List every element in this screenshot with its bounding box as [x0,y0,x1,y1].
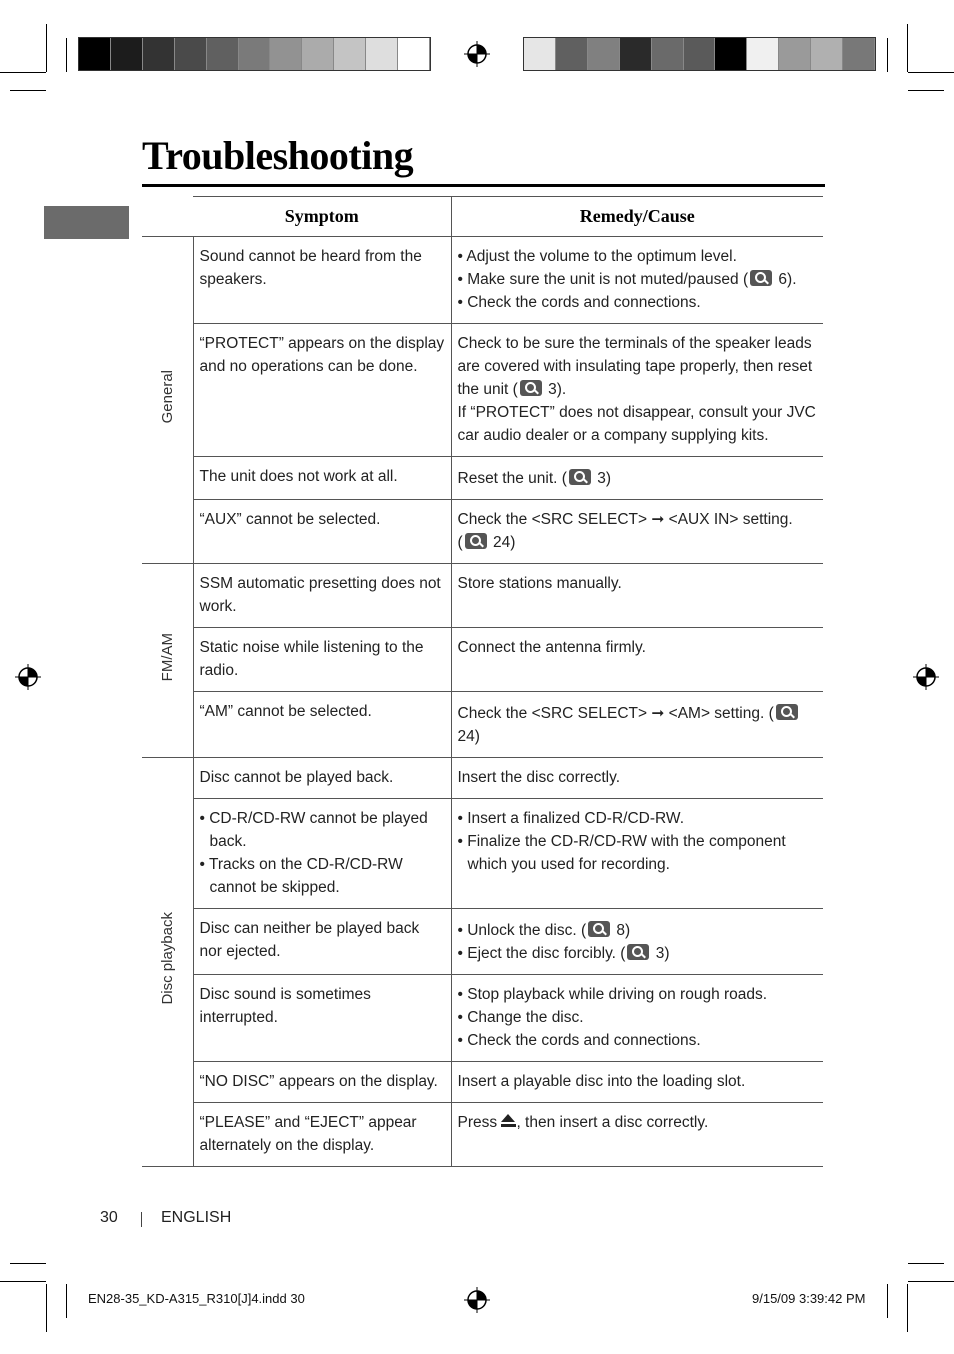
crop-mark [0,1281,46,1282]
color-swatch [779,38,811,70]
registration-mark-icon [464,41,490,67]
section-tab [44,206,129,239]
color-swatch [843,38,875,70]
crop-mark [0,72,46,73]
remedy-cell [451,237,823,324]
symptom-cell: SSM automatic presetting does not work. [193,564,451,628]
header-spacer [142,197,193,237]
table-row [142,628,823,692]
registration-mark-icon [15,664,41,690]
symptom-cell: “AUX” cannot be selected. [193,500,451,564]
page-reference-icon [569,469,591,485]
remedy-text: ( 24) [457,534,516,551]
color-swatch [588,38,620,70]
list-item: • Insert a finalized CD-R/CD-RW. [457,810,684,827]
list-item: • CD-R/CD-RW cannot be played back. [199,810,428,850]
header-remedy: Remedy/Cause [451,197,823,237]
color-swatch [398,38,430,70]
table-row [142,1062,823,1103]
color-swatch [556,38,588,70]
symptom-cell: “PLEASE” and “EJECT” appear alternately on the display. [193,1103,451,1167]
remedy-cell: Press , then insert a disc correctly. [451,1103,823,1167]
table-row [142,324,823,457]
crop-mark [887,38,888,72]
symptom-cell: Disc cannot be played back. [193,758,451,799]
color-swatch [524,38,556,70]
color-swatch [143,38,175,70]
crop-mark [10,1263,46,1264]
crop-mark [46,24,47,72]
crop-mark [66,38,67,72]
color-swatch [684,38,716,70]
remedy-cell [451,799,823,909]
symptom-cell [193,799,451,909]
troubleshooting-table [142,196,823,1167]
symptom-cell: The unit does not work at all. [193,457,451,500]
page-reference-icon [750,270,772,286]
list-item: • Change the disc. [457,1009,584,1026]
color-swatch [239,38,271,70]
table-row [142,1103,823,1167]
symptom-cell: Disc sound is sometimes interrupted. [193,975,451,1062]
list-item: • Finalize the CD-R/CD-RW with the component which you used for recording. [457,833,786,873]
table-row [142,237,823,324]
eject-icon [501,1114,516,1128]
list-item: • Check the cords and connections. [457,1032,701,1049]
crop-mark [907,24,908,72]
remedy-text: If “PROTECT” does not disappear, consult your JVC car audio dealer or a company supplying kits. [457,404,816,444]
remedy-cell: Connect the antenna firmly. [451,628,823,692]
list-item: • Eject the disc forcibly. ( 3) [457,945,670,962]
color-swatch [747,38,779,70]
page-reference-icon [776,704,798,720]
crop-mark [66,1284,67,1318]
header-symptom: Symptom [193,197,451,237]
remedy-cell [451,975,823,1062]
table-row [142,909,823,975]
list-item: • Make sure the unit is not muted/paused ( 6). [457,271,797,288]
color-swatch [302,38,334,70]
color-swatch [111,38,143,70]
registration-mark-icon [913,664,939,690]
crop-mark [908,1281,954,1282]
page-reference-icon [627,944,649,960]
table-row [142,500,823,564]
remedy-cell [451,500,823,564]
crop-mark [907,1284,908,1332]
page-reference-icon [588,921,610,937]
crop-mark [887,1284,888,1318]
remedy-cell [451,909,823,975]
remedy-cell [451,324,823,457]
page-reference-icon [465,533,487,549]
list-item: • Tracks on the CD-R/CD-RW cannot be skipped. [199,856,403,896]
symptom-cell: “NO DISC” appears on the display. [193,1062,451,1103]
footer-divider [141,1212,142,1227]
list-item: • Check the cords and connections. [457,294,701,311]
color-swatch [334,38,366,70]
color-swatch [620,38,652,70]
list-item: • Unlock the disc. ( 8) [457,922,631,939]
symptom-cell: Static noise while listening to the radio. [193,628,451,692]
color-swatch [715,38,747,70]
color-swatch [652,38,684,70]
crop-mark [908,72,954,73]
crop-mark [908,90,944,91]
remedy-cell: Insert the disc correctly. [451,758,823,799]
arrow-right-icon [651,705,664,722]
color-swatch [366,38,398,70]
language-label: ENGLISH [161,1209,232,1226]
page-title: Troubleshooting [142,133,414,178]
remedy-cell: Insert a playable disc into the loading slot. [451,1062,823,1103]
crop-mark [46,1284,47,1332]
category-general: General [142,237,193,564]
slug-filename: EN28-35_KD-A315_R310[J]4.indd 30 [88,1291,305,1306]
remedy-cell: Reset the unit. ( 3) [451,457,823,500]
symptom-cell: Sound cannot be heard from the speakers. [193,237,451,324]
table-row [142,457,823,500]
color-bar-left [78,37,431,71]
slug-datetime: 9/15/09 3:39:42 PM [752,1291,866,1306]
color-swatch [207,38,239,70]
remedy-text: Check to be sure the terminals of the speaker leads are covered with insulating tape properly, then reset the unit ( 3). [457,335,813,398]
title-rule [142,184,825,187]
table-row [142,692,823,758]
page-reference-icon [520,380,542,396]
list-item: • Adjust the volume to the optimum level. [457,248,737,265]
color-swatch [175,38,207,70]
page-number: 30 [100,1209,118,1226]
color-swatch [270,38,302,70]
remedy-cell: Check the <SRC SELECT> ➞ <AM> setting. ( 24) [451,692,823,758]
table-row [142,564,823,628]
symptom-cell: “PROTECT” appears on the display and no operations can be done. [193,324,451,457]
remedy-cell: Store stations manually. [451,564,823,628]
symptom-cell: Disc can neither be played back nor ejected. [193,909,451,975]
category-fmam: FM/AM [142,564,193,758]
remedy-text: Check the <SRC SELECT> ➞ <AUX IN> setting. [458,508,818,531]
symptom-cell: “AM” cannot be selected. [193,692,451,758]
color-swatch [811,38,843,70]
color-bar-right [523,37,876,71]
table-row [142,758,823,799]
crop-mark [10,90,46,91]
category-disc-playback: Disc playback [142,758,193,1167]
crop-mark [908,1263,944,1264]
registration-mark-icon [464,1287,490,1313]
list-item: • Stop playback while driving on rough roads. [457,986,768,1003]
arrow-right-icon [651,511,664,528]
table-row [142,975,823,1062]
table-row [142,799,823,909]
color-swatch [79,38,111,70]
